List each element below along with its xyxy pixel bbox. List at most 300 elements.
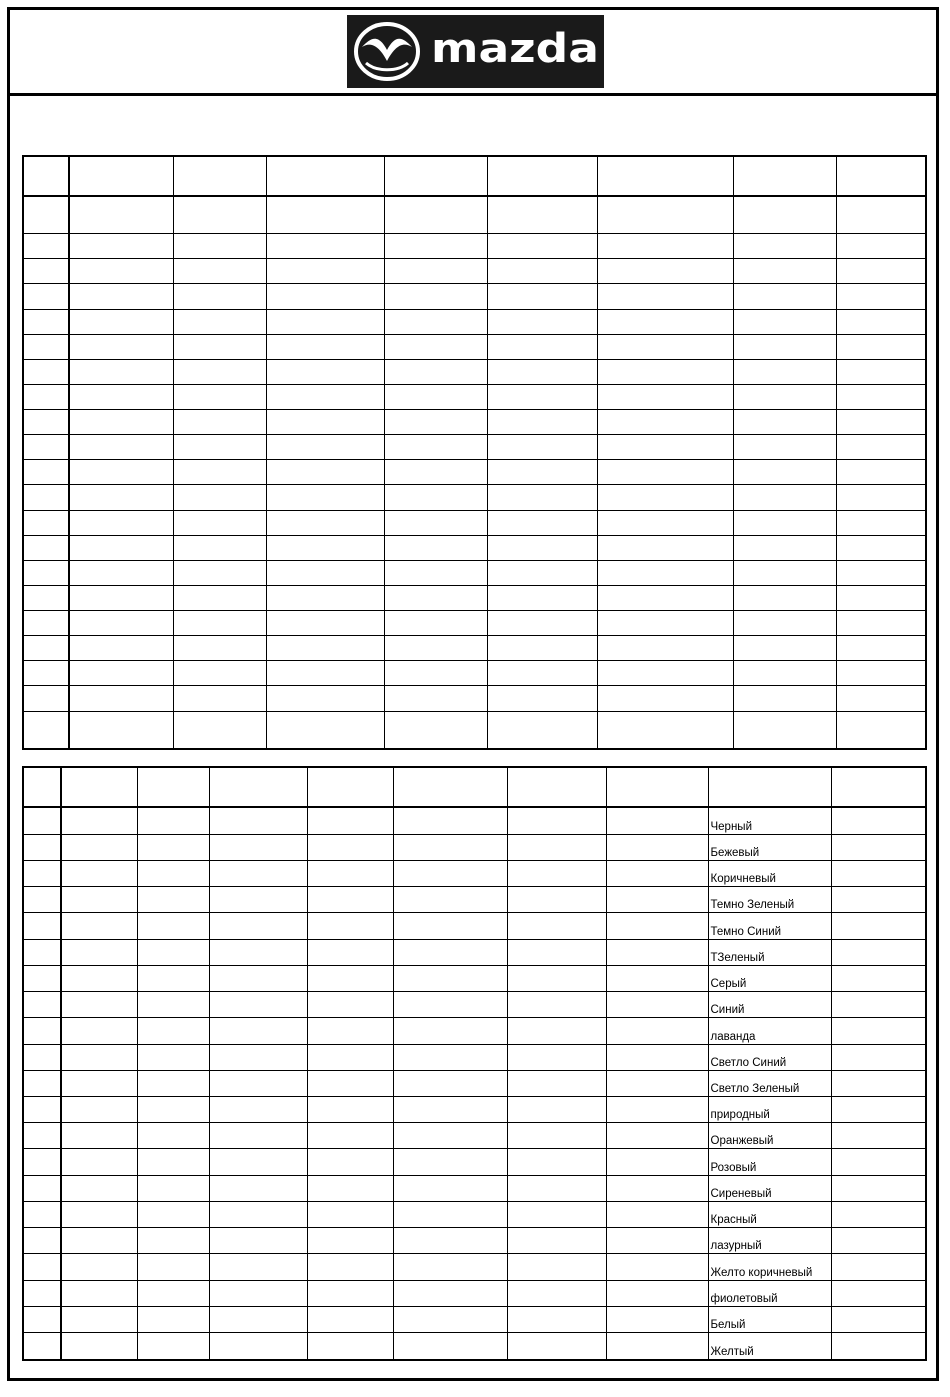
header-cell[interactable] — [831, 767, 926, 807]
table-cell[interactable] — [733, 435, 836, 460]
table-cell[interactable] — [597, 585, 733, 610]
table-cell[interactable] — [23, 1306, 61, 1332]
table-cell[interactable] — [61, 1097, 137, 1123]
table-cell[interactable] — [393, 939, 507, 965]
table-cell[interactable] — [831, 939, 926, 965]
header-cell[interactable] — [384, 156, 487, 196]
table-cell[interactable] — [23, 1070, 61, 1096]
table-cell[interactable] — [23, 965, 61, 991]
header-cell[interactable] — [307, 767, 393, 807]
table-cell[interactable] — [606, 939, 708, 965]
table-cell[interactable] — [69, 636, 173, 661]
table-cell[interactable] — [69, 711, 173, 749]
table-cell[interactable] — [507, 939, 606, 965]
table-cell[interactable] — [606, 860, 708, 886]
table-cell[interactable] — [69, 384, 173, 409]
table-cell[interactable] — [606, 1175, 708, 1201]
table-cell[interactable] — [23, 1097, 61, 1123]
table-cell[interactable] — [733, 196, 836, 234]
table-cell[interactable] — [23, 460, 69, 485]
table-cell[interactable] — [487, 259, 597, 284]
table-cell[interactable] — [209, 1280, 307, 1306]
table-cell[interactable] — [266, 636, 384, 661]
table-cell[interactable] — [266, 435, 384, 460]
table-cell[interactable] — [61, 1044, 137, 1070]
table-cell[interactable] — [173, 410, 266, 435]
table-cell[interactable] — [209, 1228, 307, 1254]
table-cell[interactable] — [61, 1306, 137, 1332]
table-cell[interactable] — [61, 992, 137, 1018]
table-cell[interactable] — [137, 1201, 209, 1227]
table-cell[interactable] — [393, 1201, 507, 1227]
table-cell[interactable] — [487, 410, 597, 435]
table-cell[interactable] — [507, 1175, 606, 1201]
table-cell[interactable] — [384, 485, 487, 510]
table-cell[interactable] — [307, 887, 393, 913]
table-cell[interactable] — [266, 560, 384, 585]
table-cell[interactable] — [23, 410, 69, 435]
table-cell[interactable] — [137, 1123, 209, 1149]
table-cell[interactable] — [23, 359, 69, 384]
table-cell[interactable] — [597, 611, 733, 636]
table-cell[interactable] — [173, 259, 266, 284]
table-cell[interactable] — [384, 585, 487, 610]
table-cell[interactable] — [733, 410, 836, 435]
table-cell[interactable] — [384, 284, 487, 309]
table-cell[interactable] — [733, 359, 836, 384]
table-cell[interactable] — [266, 259, 384, 284]
table-cell[interactable] — [173, 560, 266, 585]
table-cell[interactable] — [23, 686, 69, 711]
table-cell[interactable] — [23, 1018, 61, 1044]
table-cell[interactable] — [836, 711, 926, 749]
table-cell[interactable] — [209, 1018, 307, 1044]
table-cell[interactable] — [393, 1333, 507, 1360]
table-cell[interactable] — [393, 1070, 507, 1096]
table-cell[interactable] — [173, 196, 266, 234]
table-cell[interactable] — [487, 460, 597, 485]
table-cell[interactable] — [266, 711, 384, 749]
table-cell[interactable] — [597, 234, 733, 259]
header-cell[interactable] — [487, 156, 597, 196]
table-cell[interactable] — [137, 1018, 209, 1044]
table-cell[interactable] — [173, 234, 266, 259]
table-cell[interactable] — [69, 196, 173, 234]
table-cell[interactable] — [61, 1018, 137, 1044]
table-cell[interactable] — [23, 834, 61, 860]
table-cell[interactable] — [487, 611, 597, 636]
table-cell[interactable] — [507, 887, 606, 913]
table-cell[interactable] — [831, 860, 926, 886]
table-cell[interactable] — [487, 384, 597, 409]
table-cell[interactable] — [61, 1254, 137, 1280]
table-cell[interactable] — [307, 1201, 393, 1227]
table-cell[interactable] — [23, 661, 69, 686]
table-cell[interactable] — [831, 1254, 926, 1280]
table-cell[interactable] — [384, 359, 487, 384]
table-cell[interactable] — [173, 585, 266, 610]
table-cell[interactable] — [733, 259, 836, 284]
table-cell[interactable] — [384, 611, 487, 636]
table-cell[interactable] — [209, 1306, 307, 1332]
table-cell[interactable] — [384, 234, 487, 259]
table-cell[interactable] — [137, 834, 209, 860]
table-cell[interactable] — [23, 1201, 61, 1227]
table-cell[interactable] — [733, 485, 836, 510]
table-cell[interactable] — [209, 992, 307, 1018]
header-cell[interactable] — [708, 767, 831, 807]
table-cell[interactable] — [69, 510, 173, 535]
table-cell[interactable] — [69, 309, 173, 334]
table-cell[interactable] — [487, 711, 597, 749]
table-cell[interactable] — [23, 887, 61, 913]
table-cell[interactable] — [836, 259, 926, 284]
table-cell[interactable] — [266, 585, 384, 610]
table-cell[interactable] — [393, 992, 507, 1018]
table-cell[interactable] — [69, 585, 173, 610]
table-cell[interactable] — [137, 860, 209, 886]
table-cell[interactable] — [507, 1201, 606, 1227]
table-cell[interactable] — [173, 686, 266, 711]
table-cell[interactable] — [266, 410, 384, 435]
table-cell[interactable] — [597, 460, 733, 485]
table-cell[interactable] — [69, 359, 173, 384]
table-cell[interactable] — [61, 965, 137, 991]
table-cell[interactable] — [507, 992, 606, 1018]
header-cell[interactable] — [23, 767, 61, 807]
table-cell[interactable] — [733, 686, 836, 711]
table-cell[interactable] — [69, 435, 173, 460]
table-cell[interactable] — [23, 485, 69, 510]
table-cell[interactable] — [606, 1070, 708, 1096]
table-cell[interactable] — [307, 939, 393, 965]
table-cell[interactable] — [173, 284, 266, 309]
table-cell[interactable] — [836, 384, 926, 409]
table-cell[interactable] — [507, 1254, 606, 1280]
table-cell[interactable] — [836, 284, 926, 309]
table-cell[interactable] — [266, 535, 384, 560]
table-cell[interactable] — [173, 359, 266, 384]
header-cell[interactable] — [61, 767, 137, 807]
table-cell[interactable] — [61, 1280, 137, 1306]
table-cell[interactable] — [487, 686, 597, 711]
table-cell[interactable] — [836, 560, 926, 585]
table-cell[interactable] — [69, 661, 173, 686]
table-cell[interactable] — [487, 234, 597, 259]
table-cell[interactable] — [307, 834, 393, 860]
table-cell[interactable] — [733, 611, 836, 636]
table-cell[interactable] — [69, 259, 173, 284]
table-cell[interactable] — [393, 1175, 507, 1201]
table-cell[interactable] — [23, 1228, 61, 1254]
table-cell[interactable] — [507, 807, 606, 834]
table-cell[interactable] — [836, 510, 926, 535]
table-cell[interactable] — [733, 560, 836, 585]
table-cell[interactable] — [393, 965, 507, 991]
table-cell[interactable] — [23, 711, 69, 749]
table-cell[interactable] — [23, 1175, 61, 1201]
table-cell[interactable] — [137, 1228, 209, 1254]
table-cell[interactable] — [393, 1044, 507, 1070]
table-cell[interactable] — [393, 913, 507, 939]
table-cell[interactable] — [836, 585, 926, 610]
table-cell[interactable] — [831, 1333, 926, 1360]
table-cell[interactable] — [209, 1123, 307, 1149]
table-cell[interactable] — [393, 1123, 507, 1149]
table-cell[interactable] — [836, 535, 926, 560]
header-cell[interactable] — [173, 156, 266, 196]
table-cell[interactable] — [606, 992, 708, 1018]
header-cell[interactable] — [606, 767, 708, 807]
table-cell[interactable] — [307, 1018, 393, 1044]
table-cell[interactable] — [384, 410, 487, 435]
table-cell[interactable] — [487, 661, 597, 686]
table-cell[interactable] — [23, 1149, 61, 1175]
header-cell[interactable] — [597, 156, 733, 196]
table-cell[interactable] — [597, 510, 733, 535]
table-cell[interactable] — [137, 1070, 209, 1096]
table-cell[interactable] — [487, 334, 597, 359]
table-cell[interactable] — [209, 939, 307, 965]
table-cell[interactable] — [507, 1044, 606, 1070]
table-cell[interactable] — [393, 834, 507, 860]
table-cell[interactable] — [487, 359, 597, 384]
table-cell[interactable] — [266, 334, 384, 359]
table-cell[interactable] — [69, 686, 173, 711]
table-cell[interactable] — [393, 1306, 507, 1332]
table-cell[interactable] — [23, 309, 69, 334]
table-cell[interactable] — [393, 1097, 507, 1123]
table-cell[interactable] — [507, 1070, 606, 1096]
table-cell[interactable] — [487, 585, 597, 610]
table-cell[interactable] — [831, 1097, 926, 1123]
table-cell[interactable] — [173, 611, 266, 636]
table-cell[interactable] — [597, 259, 733, 284]
table-cell[interactable] — [23, 1044, 61, 1070]
table-cell[interactable] — [733, 334, 836, 359]
table-cell[interactable] — [307, 1228, 393, 1254]
table-cell[interactable] — [173, 510, 266, 535]
table-cell[interactable] — [137, 1333, 209, 1360]
table-cell[interactable] — [23, 334, 69, 359]
table-cell[interactable] — [597, 661, 733, 686]
table-cell[interactable] — [487, 284, 597, 309]
table-cell[interactable] — [23, 913, 61, 939]
table-cell[interactable] — [307, 1254, 393, 1280]
table-cell[interactable] — [393, 1018, 507, 1044]
table-cell[interactable] — [307, 992, 393, 1018]
table-cell[interactable] — [61, 1228, 137, 1254]
table-cell[interactable] — [23, 1123, 61, 1149]
table-cell[interactable] — [606, 1044, 708, 1070]
table-cell[interactable] — [606, 1149, 708, 1175]
header-cell[interactable] — [507, 767, 606, 807]
table-cell[interactable] — [209, 1254, 307, 1280]
table-cell[interactable] — [69, 284, 173, 309]
table-cell[interactable] — [393, 887, 507, 913]
header-cell[interactable] — [266, 156, 384, 196]
table-cell[interactable] — [507, 1018, 606, 1044]
table-cell[interactable] — [173, 309, 266, 334]
table-cell[interactable] — [487, 435, 597, 460]
table-cell[interactable] — [831, 913, 926, 939]
table-cell[interactable] — [831, 834, 926, 860]
table-cell[interactable] — [733, 661, 836, 686]
table-cell[interactable] — [23, 939, 61, 965]
table-cell[interactable] — [733, 535, 836, 560]
table-cell[interactable] — [307, 1149, 393, 1175]
table-cell[interactable] — [393, 1228, 507, 1254]
table-cell[interactable] — [606, 1306, 708, 1332]
table-cell[interactable] — [61, 1201, 137, 1227]
table-cell[interactable] — [831, 1280, 926, 1306]
table-cell[interactable] — [307, 1306, 393, 1332]
table-cell[interactable] — [597, 410, 733, 435]
table-cell[interactable] — [137, 965, 209, 991]
table-cell[interactable] — [597, 309, 733, 334]
table-cell[interactable] — [836, 334, 926, 359]
table-cell[interactable] — [733, 284, 836, 309]
table-cell[interactable] — [307, 1175, 393, 1201]
table-cell[interactable] — [487, 485, 597, 510]
table-cell[interactable] — [384, 560, 487, 585]
table-cell[interactable] — [733, 585, 836, 610]
table-cell[interactable] — [597, 334, 733, 359]
table-cell[interactable] — [266, 661, 384, 686]
table-cell[interactable] — [831, 1123, 926, 1149]
table-cell[interactable] — [137, 1175, 209, 1201]
table-cell[interactable] — [69, 485, 173, 510]
table-cell[interactable] — [173, 636, 266, 661]
table-cell[interactable] — [307, 1097, 393, 1123]
table-cell[interactable] — [173, 535, 266, 560]
table-cell[interactable] — [137, 1149, 209, 1175]
table-cell[interactable] — [137, 887, 209, 913]
table-cell[interactable] — [173, 460, 266, 485]
table-cell[interactable] — [836, 485, 926, 510]
table-cell[interactable] — [831, 887, 926, 913]
table-cell[interactable] — [23, 284, 69, 309]
table-cell[interactable] — [384, 686, 487, 711]
table-cell[interactable] — [606, 887, 708, 913]
table-cell[interactable] — [69, 460, 173, 485]
table-cell[interactable] — [61, 887, 137, 913]
table-cell[interactable] — [307, 1070, 393, 1096]
table-cell[interactable] — [733, 234, 836, 259]
table-cell[interactable] — [606, 834, 708, 860]
table-cell[interactable] — [487, 636, 597, 661]
table-cell[interactable] — [836, 410, 926, 435]
table-cell[interactable] — [266, 686, 384, 711]
table-cell[interactable] — [606, 1097, 708, 1123]
table-cell[interactable] — [836, 196, 926, 234]
table-cell[interactable] — [507, 1333, 606, 1360]
table-cell[interactable] — [307, 913, 393, 939]
table-cell[interactable] — [209, 1201, 307, 1227]
table-cell[interactable] — [23, 234, 69, 259]
table-cell[interactable] — [384, 535, 487, 560]
table-cell[interactable] — [266, 485, 384, 510]
table-cell[interactable] — [836, 234, 926, 259]
table-cell[interactable] — [209, 1044, 307, 1070]
table-cell[interactable] — [61, 939, 137, 965]
table-cell[interactable] — [836, 661, 926, 686]
header-cell[interactable] — [836, 156, 926, 196]
table-cell[interactable] — [831, 1201, 926, 1227]
table-cell[interactable] — [606, 965, 708, 991]
table-cell[interactable] — [831, 992, 926, 1018]
table-cell[interactable] — [384, 510, 487, 535]
table-cell[interactable] — [209, 1175, 307, 1201]
table-cell[interactable] — [137, 1254, 209, 1280]
table-cell[interactable] — [209, 834, 307, 860]
table-cell[interactable] — [266, 309, 384, 334]
table-cell[interactable] — [597, 686, 733, 711]
table-cell[interactable] — [137, 807, 209, 834]
table-cell[interactable] — [61, 860, 137, 886]
table-cell[interactable] — [507, 1228, 606, 1254]
table-cell[interactable] — [606, 1333, 708, 1360]
table-cell[interactable] — [173, 485, 266, 510]
table-cell[interactable] — [606, 1123, 708, 1149]
table-cell[interactable] — [61, 913, 137, 939]
table-cell[interactable] — [173, 384, 266, 409]
table-cell[interactable] — [487, 510, 597, 535]
table-cell[interactable] — [733, 384, 836, 409]
table-cell[interactable] — [23, 860, 61, 886]
table-cell[interactable] — [307, 965, 393, 991]
table-cell[interactable] — [831, 965, 926, 991]
table-cell[interactable] — [384, 196, 487, 234]
table-cell[interactable] — [69, 611, 173, 636]
table-cell[interactable] — [23, 1254, 61, 1280]
table-cell[interactable] — [69, 334, 173, 359]
table-cell[interactable] — [507, 965, 606, 991]
table-cell[interactable] — [23, 611, 69, 636]
table-cell[interactable] — [173, 334, 266, 359]
table-cell[interactable] — [831, 1306, 926, 1332]
table-cell[interactable] — [606, 1280, 708, 1306]
table-cell[interactable] — [733, 711, 836, 749]
table-cell[interactable] — [393, 1149, 507, 1175]
header-cell[interactable] — [69, 156, 173, 196]
table-cell[interactable] — [209, 807, 307, 834]
table-cell[interactable] — [831, 807, 926, 834]
table-cell[interactable] — [69, 410, 173, 435]
table-cell[interactable] — [209, 965, 307, 991]
table-cell[interactable] — [23, 560, 69, 585]
table-cell[interactable] — [606, 913, 708, 939]
table-cell[interactable] — [393, 860, 507, 886]
table-cell[interactable] — [836, 309, 926, 334]
table-cell[interactable] — [307, 807, 393, 834]
table-cell[interactable] — [266, 384, 384, 409]
table-cell[interactable] — [597, 636, 733, 661]
table-cell[interactable] — [266, 510, 384, 535]
table-cell[interactable] — [597, 384, 733, 409]
table-cell[interactable] — [606, 1228, 708, 1254]
table-cell[interactable] — [209, 1149, 307, 1175]
table-cell[interactable] — [23, 992, 61, 1018]
table-cell[interactable] — [266, 196, 384, 234]
table-cell[interactable] — [209, 860, 307, 886]
table-cell[interactable] — [507, 1097, 606, 1123]
table-cell[interactable] — [384, 661, 487, 686]
table-cell[interactable] — [23, 807, 61, 834]
table-cell[interactable] — [23, 435, 69, 460]
table-cell[interactable] — [209, 913, 307, 939]
table-cell[interactable] — [597, 435, 733, 460]
